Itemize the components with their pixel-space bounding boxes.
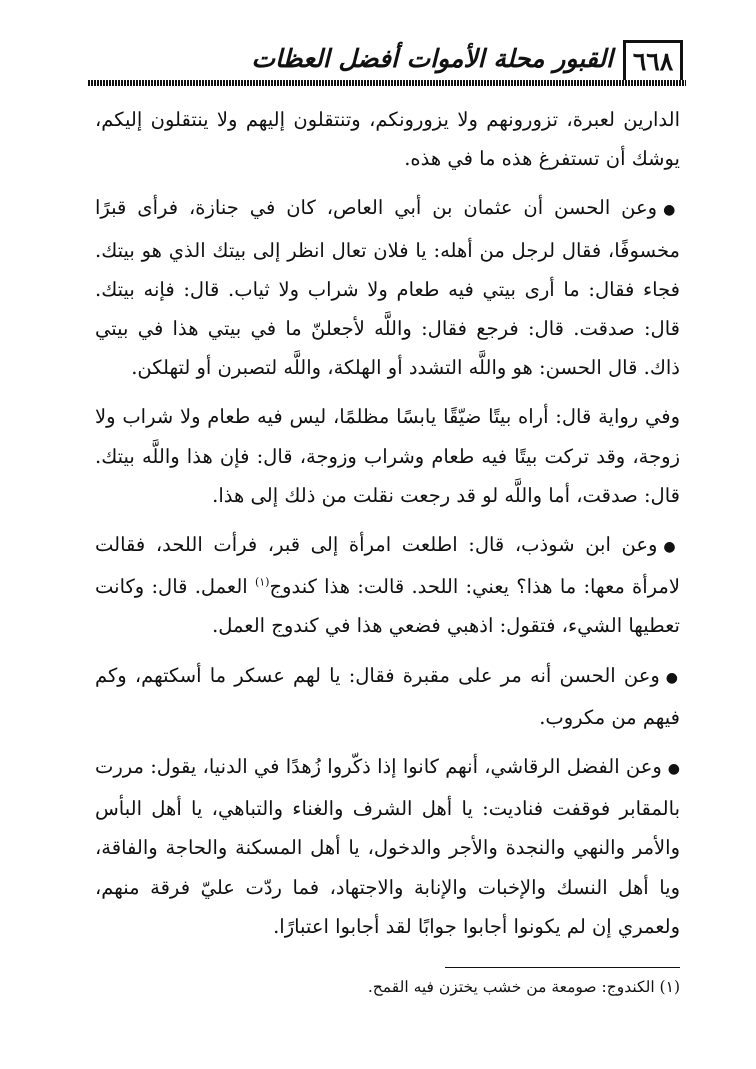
- bullet-icon: ●: [663, 539, 680, 556]
- paragraph-text: وعن الحسن أن عثمان بن أبي العاص، كان في جنازة، فرأى قبرًا مخسوفًا، فقال لرجل من أهله: يا فلان تعال انظر إلى بيتك الذي هو بيتك. فجاء فقال: ما أرى بيتي فيه طعام ولا شراب ولا ثياب. قال: فإنه بيتك. قال: صدقت. قال: فرجع فقال: واللَّه لأجعلنّ ما في بيتي هذا في بيتي ذاك. قال الحسن: هو واللَّه التشدد أو الهلكة، واللَّه لتصبرن أو لتهلكن.: [95, 196, 680, 380]
- bullet-icon: ●: [663, 202, 681, 219]
- paragraph-text: وفي رواية قال: أراه بيتًا ضيّقًا يابسًا مظلمًا، ليس فيه طعام ولا شراب ولا زوجة، وقد تركت بيتًا فيه طعام وشراب وزوجة، قال: فإن هذا واللَّه بيتك. قال: صدقت، أما واللَّه لو قد رجعت نقلت من ذلك إلى هذا.: [95, 405, 680, 507]
- footnote-separator: [445, 967, 680, 968]
- page-number: ٦٦٨: [623, 40, 683, 80]
- footnote-reference[interactable]: (١): [254, 575, 270, 589]
- paragraph-4: [95, 525, 680, 646]
- running-title: القبور محلة الأموات أفضل العظات: [251, 44, 613, 73]
- paragraph-text: وعن الفضل الرقاشي، أنهم كانوا إذا ذكّروا زُهدًا في الدنيا، يقول: مررت بالمقابر فوقفت فناديت: يا أهل الشرف والغناء والتباهي، يا أهل البأس والأمر والنهي والنجدة والأجر والدخول، يا أهل المسكنة والحاجة والفاقة، ويا أهل النسك والإخبات والإنابة والاجتهاد، فما ردّت عليّ فرقة منهم، ولعمري إن لم يكونوا أجابوا جوابًا لقد أجابوا اعتبارًا.: [95, 755, 680, 938]
- footnote: (١) الكندوج: صومعة من خشب يختزن فيه القمح.: [367, 978, 680, 996]
- paragraph-5: [95, 656, 680, 737]
- bullet-icon: ●: [665, 669, 681, 686]
- paragraph-text: الدارين لعبرة، تزورونهم ولا يزورونكم، وتنتقلون إليهم ولا ينتقلون إليكم، يوشك أن تستفرغ هذه ما في هذه.: [95, 108, 680, 171]
- page-header: [88, 38, 686, 86]
- paragraph-text: وعن الحسن أنه مر على مقبرة فقال: يا لهم عسكر ما أسكتهم، وكم فيهم من مكروب.: [95, 663, 680, 729]
- paragraph-6: [95, 747, 680, 946]
- bullet-icon: ●: [667, 761, 680, 778]
- paragraph-3: [95, 397, 680, 515]
- paragraph-text: وعن ابن شوذب، قال: اطلعت امرأة إلى قبر، فرأت اللحد، فقالت لامرأة معها: ما هذا؟ يعني: اللحد. قالت: هذا كندوج: [95, 533, 681, 599]
- header-rule: [88, 80, 686, 86]
- page-body: [95, 100, 680, 956]
- paragraph-text: العمل. قال: وكانت تعطيها الشيء، فتقول: اذهبي فضعي هذا في كندوج العمل.: [95, 575, 680, 638]
- paragraph-1: [95, 100, 680, 178]
- paragraph-2: [95, 188, 680, 387]
